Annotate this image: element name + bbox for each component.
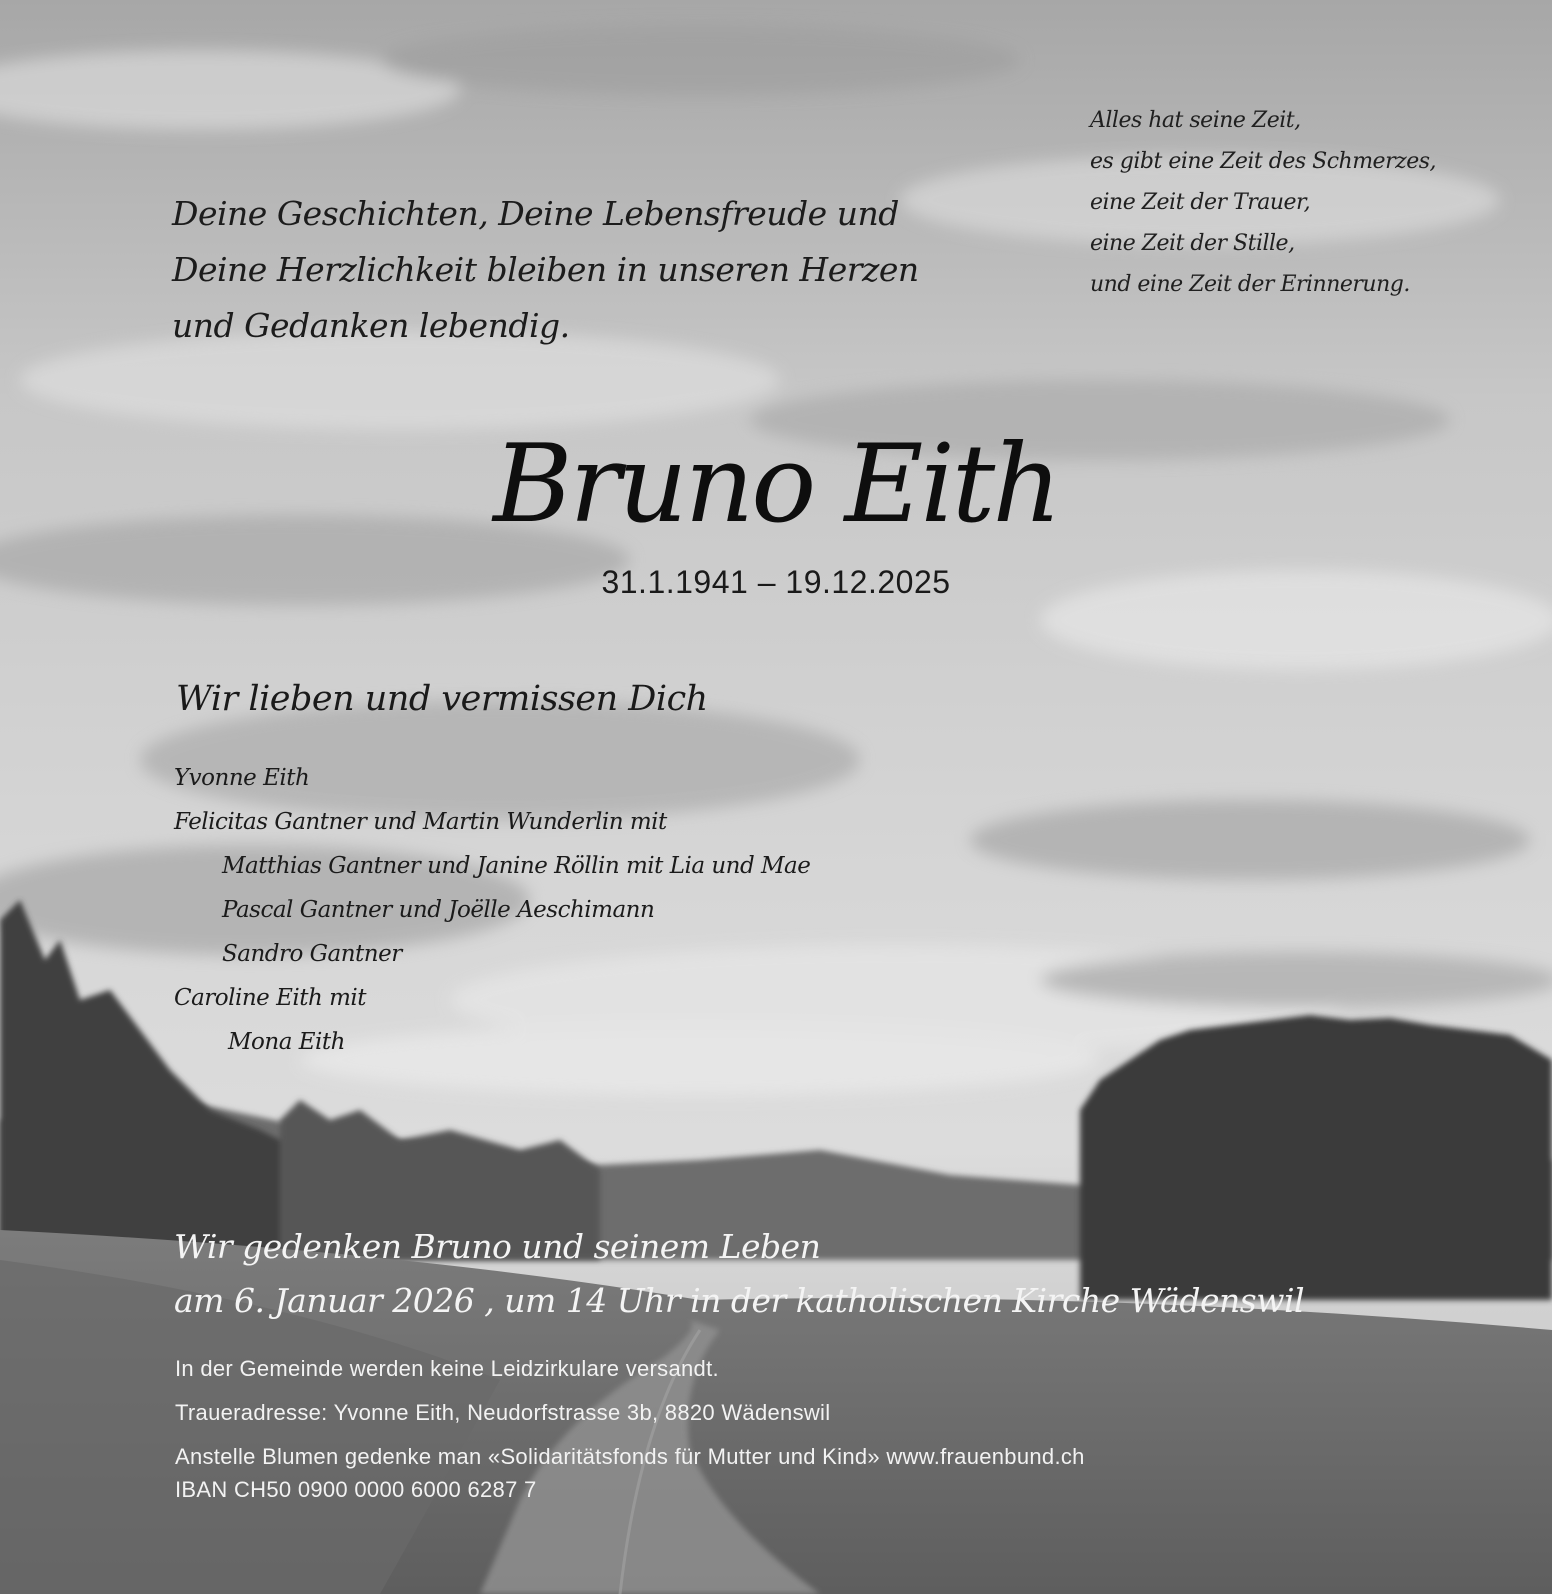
verse-line: eine Zeit der Stille, bbox=[1090, 231, 1295, 256]
verse-quote bbox=[1090, 100, 1530, 305]
memorial-line: am 6. Januar 2026 , um 14 Uhr in der katholischen Kirche Wädenswil bbox=[174, 1281, 1305, 1320]
note-line: In der Gemeinde werden keine Leidzirkulare versandt. bbox=[175, 1356, 719, 1381]
verse-line: Alles hat seine Zeit, bbox=[1090, 108, 1301, 133]
intro-quote bbox=[172, 186, 919, 354]
intro-line: Deine Herzlichkeit bleiben in unseren Herzen bbox=[172, 250, 919, 289]
love-heading: Wir lieben und vermissen Dich bbox=[176, 679, 708, 719]
family-member: Felicitas Gantner und Martin Wunderlin mit bbox=[174, 809, 667, 835]
verse-line: es gibt eine Zeit des Schmerzes, bbox=[1090, 149, 1436, 174]
family-member: Caroline Eith mit bbox=[174, 985, 367, 1011]
memorial-notice bbox=[174, 1220, 1474, 1328]
family-member: Pascal Gantner und Joëlle Aeschimann bbox=[222, 897, 655, 923]
intro-line: und Gedanken lebendig. bbox=[172, 306, 570, 345]
intro-line: Deine Geschichten, Deine Lebensfreude und bbox=[172, 194, 899, 233]
life-dates: 31.1.1941 – 19.12.2025 bbox=[601, 564, 951, 600]
deceased-name: Bruno Eith bbox=[493, 422, 1059, 547]
note-line: Anstelle Blumen gedenke man «Solidaritätsfonds für Mutter und Kind» www.frauenbund.ch bbox=[175, 1444, 1085, 1469]
iban-line: IBAN CH50 0900 0000 6000 6287 7 bbox=[175, 1477, 537, 1502]
family-member: Yvonne Eith bbox=[174, 765, 310, 791]
note-line: Traueradresse: Yvonne Eith, Neudorfstrasse 3b, 8820 Wädenswil bbox=[175, 1400, 831, 1425]
family-member: Sandro Gantner bbox=[222, 941, 402, 967]
family-member: Mona Eith bbox=[228, 1029, 345, 1055]
family-member: Matthias Gantner und Janine Röllin mit Lia und Mae bbox=[222, 853, 811, 879]
verse-line: eine Zeit der Trauer, bbox=[1090, 190, 1311, 215]
verse-line: und eine Zeit der Erinnerung. bbox=[1090, 272, 1410, 297]
memorial-line: Wir gedenken Bruno und seinem Leben bbox=[174, 1227, 821, 1266]
